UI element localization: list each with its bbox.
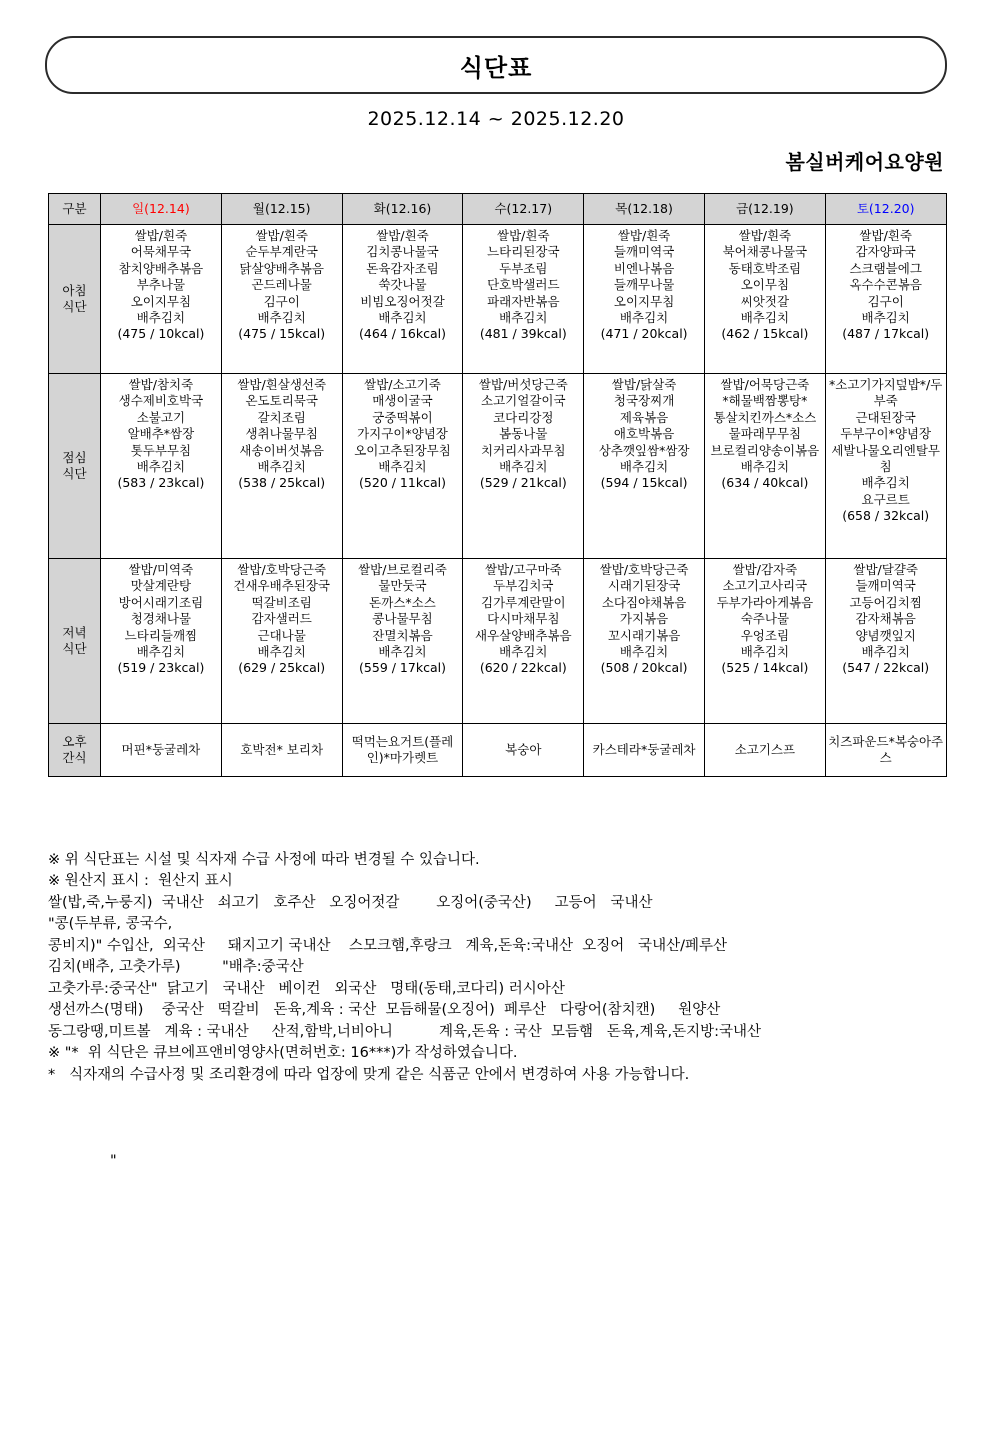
menu-item: 양념깻잎지 [855, 627, 916, 643]
menu-item: 카스테라*둥굴레차 [592, 741, 696, 757]
menu-item: (487 / 17kcal) [842, 326, 930, 342]
menu-item: 매생이굴국 [372, 393, 433, 409]
menu-item: 숙주나물 [740, 611, 790, 627]
menu-item: 소고기얼갈이국 [481, 393, 566, 409]
meal-cell-snack-2 [342, 724, 463, 777]
menu-item: 갈치조림 [257, 409, 306, 425]
day-header-weekday-5: 금(12.19) [704, 194, 825, 225]
menu-item: 쌀밥/고구마죽 [484, 562, 562, 577]
menu-item: 느타리들깨찜 [124, 627, 198, 643]
menu-item: (508 / 20kcal) [600, 660, 688, 676]
menu-item: 감자샐러드 [251, 611, 312, 627]
meal-cell-dinner-1 [221, 559, 342, 724]
meal-cell-snack-5 [704, 724, 825, 777]
menu-item: (520 / 11kcal) [359, 475, 446, 491]
menu-item: 궁중떡볶이 [372, 409, 433, 425]
menu-item: 배추김치 [136, 459, 186, 475]
row-label-line: 아침 [62, 282, 87, 298]
menu-item: 우엉조림 [740, 627, 790, 643]
menu-item: 쌀밥/어묵당근죽 [720, 377, 810, 392]
table-head [49, 194, 947, 225]
row-label-line: 식단 [62, 466, 87, 481]
menu-item: (583 / 23kcal) [117, 475, 205, 491]
menu-item: 쌀밥/참치죽 [128, 377, 194, 392]
meal-cell-breakfast-2 [342, 225, 463, 374]
menu-item: 쌀밥/흰죽 [859, 228, 912, 243]
menu-item: (547 / 22kcal) [842, 660, 930, 676]
day-header-sun-0: 일(12.14) [101, 194, 222, 225]
menu-item: 쌀밥/소고기죽 [364, 377, 441, 392]
footnote-line-3: "콩(두부류, 콩국수, [48, 916, 173, 932]
menu-item: 곤드레나물 [251, 277, 312, 293]
menu-item: (462 / 15kcal) [721, 326, 809, 342]
menu-item: 오이무침 [740, 277, 790, 293]
footnote-line-2: 쌀(밥,죽,누룽지) 국내산 쇠고기 호주산 오징어젓갈 오징어(중국산) 고등어 국내산 [48, 894, 653, 911]
menu-item: 김구이 [867, 293, 904, 309]
meal-cell-lunch-6 [825, 374, 946, 559]
menu-item: (538 / 25kcal) [238, 475, 326, 491]
menu-item: 단호박샐러드 [487, 277, 560, 293]
meal-cell-breakfast-1 [221, 225, 342, 374]
menu-item: 알배추*쌈장 [127, 426, 195, 442]
menu-item: 순두부계란국 [245, 244, 318, 260]
menu-item: 치커리사과무침 [481, 442, 566, 458]
menu-item: 느타리된장국 [487, 244, 560, 260]
menu-item: 떡먹는요거트(플레인)*마가렛트 [351, 733, 454, 765]
meal-row-breakfast [49, 225, 947, 374]
meal-cell-snack-0 [101, 724, 222, 777]
title-banner [45, 36, 947, 94]
menu-item: 쌀밥/버섯당근죽 [478, 377, 568, 392]
menu-item: 배추김치 [619, 459, 669, 475]
page-title: 식단표 [459, 53, 533, 82]
menu-item: 상추깻잎쌈*쌈장 [598, 442, 690, 458]
menu-item: 배추김치 [499, 644, 548, 660]
day-header-sat-6: 토(12.20) [825, 194, 946, 225]
menu-item: 물만둣국 [378, 578, 427, 594]
row-label-line: 간식 [62, 750, 87, 765]
menu-item: 시래기된장국 [607, 578, 681, 594]
menu-item: (475 / 10kcal) [117, 326, 205, 342]
stray-quote: " [110, 1153, 117, 1169]
menu-item: 쌀밥/흰죽 [497, 228, 550, 243]
meal-cell-dinner-2 [342, 559, 463, 724]
menu-item: 쌀밥/흰죽 [738, 228, 792, 243]
menu-item: 씨앗젓갈 [740, 293, 790, 309]
menu-item: 코다리강정 [493, 409, 554, 425]
footnote-line-8: 동그랑땡,미트볼 계육 : 국내산 산적,함박,너비아니 계육,돈육 : 국산 모듬햄 돈육,계육,돈지방:국내산 [48, 1023, 762, 1040]
menu-item: 소고기스프 [734, 741, 796, 757]
menu-item: 청경채나물 [130, 611, 192, 627]
menu-item: 배추김치 [136, 644, 186, 660]
menu-item: 꼬시래기볶음 [607, 627, 681, 643]
menu-item: 치즈파운드*복숭아주스 [828, 733, 944, 765]
menu-item: 쌀밥/흰죽 [134, 228, 188, 243]
menu-item: 잔멸치볶음 [372, 627, 433, 643]
menu-item: 오이고추된장무침 [354, 442, 451, 458]
menu-item: 배추김치 [136, 310, 186, 326]
menu-item: 쌀밥/흰살생선죽 [237, 377, 327, 392]
menu-item: 떡갈비조림 [251, 594, 312, 610]
facility-name: 봄실버케어요양원 [785, 150, 944, 174]
menu-item: 들깨미역국 [613, 244, 675, 260]
row-label-breakfast [49, 225, 101, 374]
menu-item: (594 / 15kcal) [600, 475, 688, 491]
trailing-quote-mark [48, 1108, 992, 1216]
menu-item: (658 / 32kcal) [842, 508, 930, 524]
menu-item: 옥수수콘볶음 [849, 277, 922, 293]
menu-item: 비빔오징어젓갈 [360, 293, 445, 309]
footnote-line-10: * 식자재의 수급사정 및 조리환경에 따라 업장에 맞게 같은 식품군 안에서 변경하여 사용 가능합니다. [48, 1066, 690, 1083]
menu-item: 동태호박조림 [728, 260, 802, 276]
meal-plan-table [48, 193, 947, 777]
row-label-line: 점심 [62, 449, 87, 465]
menu-item: 참치양배추볶음 [118, 260, 204, 276]
row-label-line: 저녁 [62, 624, 87, 640]
row-label-snack [49, 724, 101, 777]
menu-item: 배추김치 [499, 310, 548, 326]
menu-item: 복숭아 [505, 741, 542, 757]
menu-item: 부추나물 [136, 277, 186, 293]
menu-item: 배추김치 [740, 644, 790, 660]
menu-item: 머핀*둥굴레차 [121, 741, 201, 757]
menu-item: *해물백짬뽕탕* [722, 393, 808, 409]
menu-item: 북어채콩나물국 [722, 244, 808, 260]
menu-item: 오이지무침 [613, 293, 675, 309]
menu-item: 근대나물 [257, 627, 306, 643]
menu-item: (471 / 20kcal) [600, 326, 688, 342]
menu-item: 배추김치 [740, 310, 790, 326]
menu-item: 들깨무나물 [613, 277, 675, 293]
menu-item: 가지볶음 [619, 611, 669, 627]
menu-item: 쌀밥/흰죽 [376, 228, 429, 243]
menu-item: 요구르트 [861, 491, 910, 507]
row-label-line: 오후 [62, 733, 87, 749]
menu-item: 배추김치 [257, 310, 306, 326]
menu-item: 방어시래기조림 [118, 594, 204, 610]
menu-item: (519 / 23kcal) [117, 660, 205, 676]
menu-item: 온도토리묵국 [245, 393, 318, 409]
menu-item: 두부구이*양념장 [840, 426, 932, 442]
row-label-lunch [49, 374, 101, 559]
menu-item: 배추김치 [619, 310, 669, 326]
menu-item: 김가루계란말이 [481, 594, 566, 610]
day-header-weekday-3: 수(12.17) [463, 194, 584, 225]
footnote-line-6: 고춧가루:중국산" 닭고기 국내산 베이컨 외국산 명태(동태,코다리) 러시아산 [48, 980, 565, 997]
menu-item: (464 / 16kcal) [359, 326, 446, 342]
menu-item: 쌀밥/미역죽 [128, 562, 194, 577]
menu-item: 오이지무침 [130, 293, 192, 309]
footnote-line-4: 콩비지)" 수입산, 외국산 돼지고기 국내산 스모크햄,후랑크 계육,돈육:국내산 오징어 국내산/페루산 [48, 937, 727, 954]
menu-item: 톳두부무침 [130, 442, 192, 458]
menu-item: 콩나물무침 [372, 611, 433, 627]
footnote-line-1: ※ 원산지 표시 : 원산지 표시 [48, 873, 233, 889]
menu-item: 근대된장국 [855, 409, 916, 425]
table-body [49, 225, 947, 777]
menu-item: 배추김치 [861, 310, 910, 326]
meal-cell-lunch-3 [463, 374, 584, 559]
menu-item: 쌀밥/흰죽 [255, 228, 308, 243]
menu-item: 생수제비호박국 [118, 393, 204, 409]
meal-cell-lunch-0 [101, 374, 222, 559]
menu-item: 통살치킨까스*소스 [713, 409, 817, 425]
day-header-weekday-4: 목(12.18) [584, 194, 705, 225]
menu-item: (620 / 22kcal) [479, 660, 567, 676]
footnote-line-7: 생선까스(명태) 중국산 떡갈비 돈육,계육 : 국산 모듬해물(오징어) 페루산 다랑어(참치캔) 원양산 [48, 1002, 721, 1018]
footnote-line-0: ※ 위 식단표는 시설 및 식자재 수급 사정에 따라 변경될 수 있습니다. [48, 851, 480, 868]
menu-item: (529 / 21kcal) [479, 475, 567, 491]
meal-cell-lunch-5 [704, 374, 825, 559]
menu-item: 들깨미역국 [855, 578, 916, 594]
meal-cell-dinner-6 [825, 559, 946, 724]
meal-cell-breakfast-4 [584, 225, 705, 374]
menu-item: 맛살계란탕 [130, 578, 192, 594]
menu-item: 배추김치 [861, 475, 910, 491]
row-label-line: 식단 [62, 299, 87, 314]
footnote-line-9: ※ "* 위 식단은 큐브에프앤비영양사(면허번호: 16***)가 작성하였습니다. [48, 1045, 518, 1061]
meal-cell-snack-4 [584, 724, 705, 777]
menu-item: 쌀밥/달걀죽 [853, 562, 918, 577]
menu-item: 세발나물오리엔탈무침 [831, 442, 941, 475]
menu-item: 감자양파국 [855, 244, 916, 260]
menu-item: 쌀밥/닭살죽 [611, 377, 677, 392]
menu-item: (525 / 14kcal) [721, 660, 809, 676]
menu-item: 배추김치 [257, 459, 306, 475]
menu-item: 배추김치 [257, 644, 306, 660]
menu-item: 쌀밥/호박당근죽 [599, 562, 689, 577]
meal-cell-breakfast-0 [101, 225, 222, 374]
menu-item: 애호박볶음 [613, 426, 675, 442]
meal-cell-snack-3 [463, 724, 584, 777]
menu-item: 배추김치 [378, 459, 427, 475]
meal-cell-lunch-1 [221, 374, 342, 559]
day-header-weekday-1: 월(12.15) [221, 194, 342, 225]
row-label-line: 식단 [62, 641, 87, 656]
menu-item: 배추김치 [619, 644, 669, 660]
menu-item: (481 / 39kcal) [479, 326, 567, 342]
menu-item: 쌀밥/감자죽 [732, 562, 798, 577]
menu-item: 생취나물무침 [245, 426, 318, 442]
meal-row-lunch [49, 374, 947, 559]
menu-item: 배추김치 [861, 644, 910, 660]
day-header-weekday-2: 화(12.16) [342, 194, 463, 225]
menu-item: 배추김치 [499, 459, 548, 475]
menu-item: 파래자반볶음 [487, 293, 560, 309]
menu-item: 스크램블에그 [849, 260, 922, 276]
meal-cell-lunch-2 [342, 374, 463, 559]
menu-item: 쌀밥/호박당근죽 [237, 562, 327, 577]
meal-cell-dinner-4 [584, 559, 705, 724]
menu-item: 두부조림 [499, 260, 548, 276]
menu-item: *소고기가지덮밥*/두부죽 [829, 377, 943, 409]
menu-item: 배추김치 [740, 459, 790, 475]
menu-item: 비엔나볶음 [613, 260, 675, 276]
menu-item: 새우살양배추볶음 [474, 627, 572, 643]
menu-item: 가지구이*양념장 [357, 426, 448, 442]
menu-item: 소불고기 [136, 409, 186, 425]
date-range: 2025.12.14 ~ 2025.12.20 [367, 108, 625, 130]
menu-item: 돈육감자조림 [366, 260, 439, 276]
menu-item: 두부김치국 [493, 578, 554, 594]
menu-item: 청국장찌개 [613, 393, 675, 409]
meal-cell-snack-1 [221, 724, 342, 777]
menu-item: (629 / 25kcal) [238, 660, 326, 676]
menu-item: 배추김치 [378, 310, 427, 326]
meal-cell-breakfast-5 [704, 225, 825, 374]
menu-item: 닭살양배추볶음 [239, 260, 324, 276]
menu-item: 소다짐야채볶음 [601, 594, 687, 610]
header-corner-label: 구분 [49, 194, 101, 225]
menu-item: 쑥갓나물 [378, 277, 427, 293]
meal-cell-dinner-0 [101, 559, 222, 724]
footnote-line-5: 김치(배추, 고춧가루) "배추:중국산 [48, 959, 304, 975]
meal-cell-breakfast-6 [825, 225, 946, 374]
footnotes [48, 785, 953, 1086]
meal-plan-page [0, 36, 992, 1439]
menu-item: 건새우배추된장국 [233, 578, 330, 594]
menu-item: 봄동나물 [499, 426, 548, 442]
menu-item: (559 / 17kcal) [359, 660, 446, 676]
meal-cell-dinner-3 [463, 559, 584, 724]
meal-cell-breakfast-3 [463, 225, 584, 374]
menu-item: 돈까스*소스 [369, 594, 436, 610]
row-label-dinner [49, 559, 101, 724]
meal-row-snack [49, 724, 947, 777]
menu-item: 고등어김치찜 [849, 594, 922, 610]
menu-item: 감자채볶음 [855, 611, 916, 627]
menu-item: 김치콩나물국 [366, 244, 439, 260]
menu-item: 물파래무무침 [728, 426, 802, 442]
meal-cell-lunch-4 [584, 374, 705, 559]
menu-item: 두부가라아게볶음 [716, 594, 814, 610]
meal-cell-snack-6 [825, 724, 946, 777]
menu-item: 호박전* 보리차 [240, 741, 324, 757]
menu-item: 제육볶음 [619, 409, 669, 425]
menu-item: 소고기고사리국 [722, 578, 808, 594]
meal-row-dinner [49, 559, 947, 724]
meal-cell-dinner-5 [704, 559, 825, 724]
menu-item: 새송이버섯볶음 [239, 442, 324, 458]
menu-item: 어묵채무국 [130, 244, 192, 260]
menu-item: 배추김치 [378, 644, 427, 660]
menu-item: 쌀밥/흰죽 [617, 228, 671, 243]
menu-item: 다시마채무침 [487, 611, 560, 627]
menu-item: (634 / 40kcal) [721, 475, 809, 491]
table-header-row [49, 194, 947, 225]
menu-item: 쌀밥/브로컬리죽 [358, 562, 447, 577]
menu-item: 김구이 [263, 293, 300, 309]
menu-item: (475 / 15kcal) [238, 326, 326, 342]
menu-item: 브로컬리양송이볶음 [710, 442, 820, 458]
